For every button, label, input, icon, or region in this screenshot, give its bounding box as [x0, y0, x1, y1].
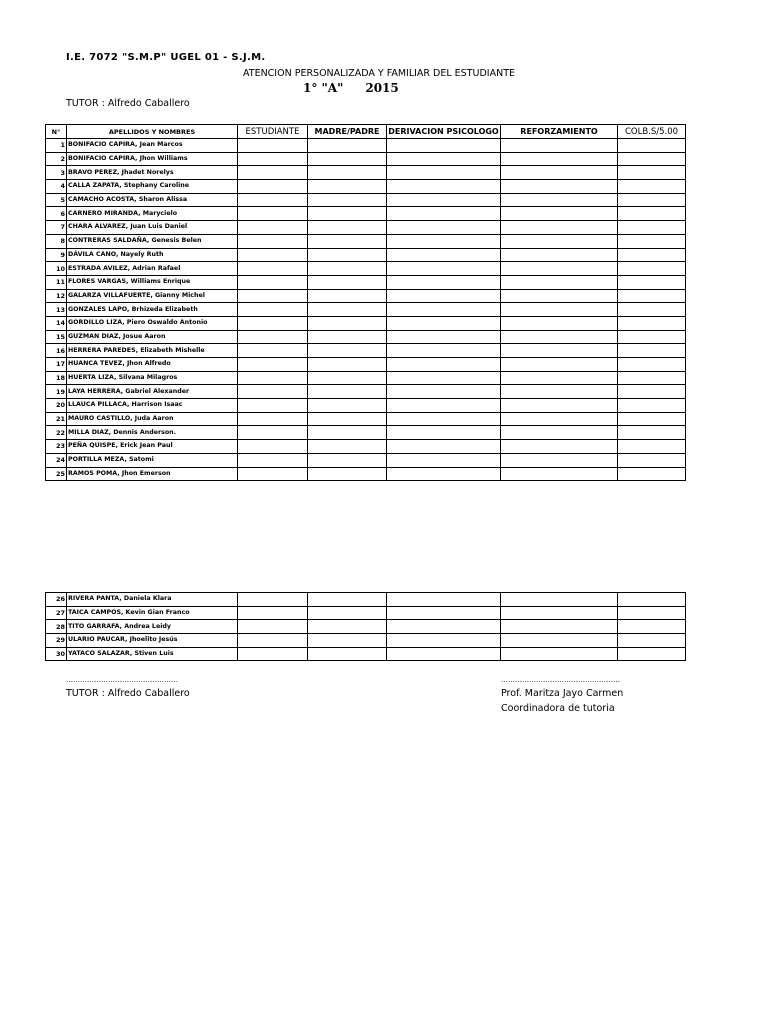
contribution-cell[interactable] — [618, 207, 686, 221]
reinforcement-cell[interactable] — [501, 275, 618, 289]
row-number: 17 — [46, 358, 67, 372]
table-row — [46, 303, 686, 317]
student-table-continued-body — [46, 593, 686, 661]
contribution-cell[interactable] — [618, 647, 686, 661]
parent-cell[interactable] — [308, 344, 387, 358]
reinforcement-cell[interactable] — [501, 303, 618, 317]
student-name: HUANCA TEVEZ, Jhon Alfredo — [67, 358, 238, 372]
student-cell[interactable] — [238, 316, 308, 330]
contribution-cell[interactable] — [618, 426, 686, 440]
reinforcement-cell[interactable] — [501, 221, 618, 235]
table-row — [46, 262, 686, 276]
parent-cell[interactable] — [308, 647, 387, 661]
student-cell[interactable] — [238, 248, 308, 262]
row-number: 12 — [46, 289, 67, 303]
contribution-cell[interactable] — [618, 221, 686, 235]
student-cell[interactable] — [238, 453, 308, 467]
tutor-signature-name: TUTOR : Alfredo Caballero — [66, 688, 190, 699]
student-name: YATACO SALAZAR, Stiven Luis — [67, 647, 238, 661]
reinforcement-cell[interactable] — [501, 358, 618, 372]
student-cell[interactable] — [238, 467, 308, 481]
contribution-cell[interactable] — [618, 453, 686, 467]
student-name: GUZMAN DIAZ, Josue Aaron — [67, 330, 238, 344]
student-name: PEÑA QUISPE, Erick Jean Paul — [67, 440, 238, 454]
parent-cell[interactable] — [308, 316, 387, 330]
student-name: CONTRERAS SALDAÑA, Genesis Belen — [67, 234, 238, 248]
col-contribution-header: COLB.S/5.00 — [618, 125, 686, 139]
reinforcement-cell[interactable] — [501, 344, 618, 358]
student-cell[interactable] — [238, 412, 308, 426]
contribution-cell[interactable] — [618, 289, 686, 303]
contribution-cell[interactable] — [618, 248, 686, 262]
psychologist-cell[interactable] — [387, 166, 501, 180]
row-number: 10 — [46, 262, 67, 276]
student-cell[interactable] — [238, 358, 308, 372]
parent-cell[interactable] — [308, 371, 387, 385]
contribution-cell[interactable] — [618, 358, 686, 372]
parent-cell[interactable] — [308, 399, 387, 413]
table-row — [46, 193, 686, 207]
student-cell[interactable] — [238, 262, 308, 276]
row-number: 21 — [46, 412, 67, 426]
student-name: HERRERA PAREDES, Elizabeth Mishelle — [67, 344, 238, 358]
student-table-continued — [45, 592, 686, 661]
psychologist-cell[interactable] — [387, 453, 501, 467]
parent-cell[interactable] — [308, 166, 387, 180]
reinforcement-cell[interactable] — [501, 166, 618, 180]
row-number: 9 — [46, 248, 67, 262]
reinforcement-cell[interactable] — [501, 399, 618, 413]
reinforcement-cell[interactable] — [501, 207, 618, 221]
row-number: 13 — [46, 303, 67, 317]
student-cell[interactable] — [238, 385, 308, 399]
row-number: 4 — [46, 180, 67, 194]
col-student-header: ESTUDIANTE — [238, 125, 308, 139]
student-name: ESTRADA AVILEZ, Adrian Rafael — [67, 262, 238, 276]
contribution-cell[interactable] — [618, 593, 686, 607]
psychologist-cell[interactable] — [387, 139, 501, 153]
reinforcement-cell[interactable] — [501, 193, 618, 207]
student-name: BONIFACIO CAPIRA, Jhon Williams — [67, 152, 238, 166]
contribution-cell[interactable] — [618, 412, 686, 426]
table-row — [46, 221, 686, 235]
psychologist-cell[interactable] — [387, 426, 501, 440]
student-cell[interactable] — [238, 647, 308, 661]
table-row — [46, 289, 686, 303]
contribution-cell[interactable] — [618, 166, 686, 180]
reinforcement-cell[interactable] — [501, 647, 618, 661]
student-name: HUERTA LIZA, Silvana Milagros — [67, 371, 238, 385]
table-row — [46, 152, 686, 166]
student-cell[interactable] — [238, 330, 308, 344]
psychologist-cell[interactable] — [387, 606, 501, 620]
student-cell[interactable] — [238, 180, 308, 194]
tutor-label: TUTOR : Alfredo Caballero — [66, 98, 190, 109]
table-row — [46, 275, 686, 289]
parent-cell[interactable] — [308, 303, 387, 317]
student-name: BRAVO PEREZ, Jhadet Norelys — [67, 166, 238, 180]
student-name: RIVERA PANTA, Daniela Klara — [67, 593, 238, 607]
contribution-cell[interactable] — [618, 139, 686, 153]
student-name: MAURO CASTILLO, Juda Aaron — [67, 412, 238, 426]
student-name: CHARA ALVAREZ, Juan Luis Daniel — [67, 221, 238, 235]
row-number: 30 — [46, 647, 67, 661]
table-row — [46, 412, 686, 426]
student-cell[interactable] — [238, 440, 308, 454]
psychologist-cell[interactable] — [387, 330, 501, 344]
table-row — [46, 385, 686, 399]
contribution-cell[interactable] — [618, 193, 686, 207]
contribution-cell[interactable] — [618, 234, 686, 248]
parent-cell[interactable] — [308, 234, 387, 248]
contribution-cell[interactable] — [618, 275, 686, 289]
psychologist-cell[interactable] — [387, 467, 501, 481]
reinforcement-cell[interactable] — [501, 262, 618, 276]
parent-cell[interactable] — [308, 330, 387, 344]
parent-cell[interactable] — [308, 207, 387, 221]
reinforcement-cell[interactable] — [501, 180, 618, 194]
student-name: CARNERO MIRANDA, Marycielo — [67, 207, 238, 221]
psychologist-cell[interactable] — [387, 316, 501, 330]
contribution-cell[interactable] — [618, 262, 686, 276]
student-name: DÁVILA CANO, Nayely Ruth — [67, 248, 238, 262]
table-row — [46, 647, 686, 661]
contribution-cell[interactable] — [618, 620, 686, 634]
contribution-cell[interactable] — [618, 344, 686, 358]
psychologist-cell[interactable] — [387, 275, 501, 289]
contribution-cell[interactable] — [618, 316, 686, 330]
table-row — [46, 330, 686, 344]
student-cell[interactable] — [238, 344, 308, 358]
contribution-cell[interactable] — [618, 180, 686, 194]
reinforcement-cell[interactable] — [501, 152, 618, 166]
parent-cell[interactable] — [308, 620, 387, 634]
student-cell[interactable] — [238, 634, 308, 648]
student-cell[interactable] — [238, 166, 308, 180]
tutor-signature-line: ………………………………………… — [66, 676, 178, 684]
student-table — [45, 124, 686, 481]
reinforcement-cell[interactable] — [501, 412, 618, 426]
row-number: 1 — [46, 139, 67, 153]
reinforcement-cell[interactable] — [501, 289, 618, 303]
row-number: 26 — [46, 593, 67, 607]
parent-cell[interactable] — [308, 426, 387, 440]
psychologist-cell[interactable] — [387, 358, 501, 372]
reinforcement-cell[interactable] — [501, 426, 618, 440]
reinforcement-cell[interactable] — [501, 139, 618, 153]
psychologist-cell[interactable] — [387, 344, 501, 358]
student-name: GALARZA VILLAFUERTE, Gianny Michel — [67, 289, 238, 303]
contribution-cell[interactable] — [618, 152, 686, 166]
student-cell[interactable] — [238, 152, 308, 166]
reinforcement-cell[interactable] — [501, 371, 618, 385]
student-name: LLAUCA PILLACA, Harrison Isaac — [67, 399, 238, 413]
student-cell[interactable] — [238, 399, 308, 413]
row-number: 2 — [46, 152, 67, 166]
parent-cell[interactable] — [308, 139, 387, 153]
parent-cell[interactable] — [308, 412, 387, 426]
table-header-row — [46, 125, 686, 139]
table-row — [46, 606, 686, 620]
psychologist-cell[interactable] — [387, 193, 501, 207]
student-cell[interactable] — [238, 139, 308, 153]
table-row — [46, 620, 686, 634]
table-row — [46, 453, 686, 467]
contribution-cell[interactable] — [618, 303, 686, 317]
school-name: I.E. 7072 "S.M.P" UGEL 01 - S.J.M. — [66, 52, 266, 63]
psychologist-cell[interactable] — [387, 152, 501, 166]
psychologist-cell[interactable] — [387, 593, 501, 607]
parent-cell[interactable] — [308, 606, 387, 620]
contribution-cell[interactable] — [618, 385, 686, 399]
student-name: TITO GARRAFA, Andrea Leidy — [67, 620, 238, 634]
contribution-cell[interactable] — [618, 606, 686, 620]
row-number: 28 — [46, 620, 67, 634]
row-number: 8 — [46, 234, 67, 248]
student-name: GONZALES LAPO, Brhizeda Elizabeth — [67, 303, 238, 317]
coordinator-signature-line: …………………………………………… — [501, 676, 620, 684]
parent-cell[interactable] — [308, 152, 387, 166]
table-row — [46, 248, 686, 262]
table-row — [46, 344, 686, 358]
row-number: 6 — [46, 207, 67, 221]
student-name: GORDILLO LIZA, Piero Oswaldo Antonio — [67, 316, 238, 330]
psychologist-cell[interactable] — [387, 234, 501, 248]
grade-section — [303, 81, 399, 95]
table-row — [46, 358, 686, 372]
row-number: 19 — [46, 385, 67, 399]
table-row — [46, 440, 686, 454]
psychologist-cell[interactable] — [387, 221, 501, 235]
parent-cell[interactable] — [308, 193, 387, 207]
row-number: 18 — [46, 371, 67, 385]
psychologist-cell[interactable] — [387, 634, 501, 648]
student-name: CALLA ZAPATA, Stephany Caroline — [67, 180, 238, 194]
student-name: RAMOS POMA, Jhon Emerson — [67, 467, 238, 481]
psychologist-cell[interactable] — [387, 371, 501, 385]
student-name: TAICA CAMPOS, Kevin Gian Franco — [67, 606, 238, 620]
col-psychologist-header: DERIVACION PSICOLOGO — [387, 125, 501, 139]
document-subtitle: ATENCION PERSONALIZADA Y FAMILIAR DEL ESTUDIANTE — [243, 68, 515, 79]
student-name: ULARIO PAUCAR, Jhoelito Jesús — [67, 634, 238, 648]
student-name: CAMACHO ACOSTA, Sharon Alissa — [67, 193, 238, 207]
student-cell[interactable] — [238, 275, 308, 289]
parent-cell[interactable] — [308, 453, 387, 467]
student-name: FLORES VARGAS, Williams Enrique — [67, 275, 238, 289]
psychologist-cell[interactable] — [387, 412, 501, 426]
col-parent-header: MADRE/PADRE — [308, 125, 387, 139]
row-number: 16 — [46, 344, 67, 358]
contribution-cell[interactable] — [618, 467, 686, 481]
coordinator-name: Prof. Maritza Jayo Carmen — [501, 688, 624, 699]
psychologist-cell[interactable] — [387, 647, 501, 661]
student-table-body — [46, 139, 686, 481]
psychologist-cell[interactable] — [387, 440, 501, 454]
reinforcement-cell[interactable] — [501, 620, 618, 634]
coordinator-role: Coordinadora de tutoria — [501, 703, 615, 714]
psychologist-cell[interactable] — [387, 248, 501, 262]
parent-cell[interactable] — [308, 262, 387, 276]
row-number: 11 — [46, 275, 67, 289]
row-number: 14 — [46, 316, 67, 330]
student-cell[interactable] — [238, 593, 308, 607]
psychologist-cell[interactable] — [387, 385, 501, 399]
contribution-cell[interactable] — [618, 634, 686, 648]
reinforcement-cell[interactable] — [501, 248, 618, 262]
row-number: 24 — [46, 453, 67, 467]
psychologist-cell[interactable] — [387, 620, 501, 634]
row-number: 5 — [46, 193, 67, 207]
reinforcement-cell[interactable] — [501, 385, 618, 399]
table-row — [46, 166, 686, 180]
reinforcement-cell[interactable] — [501, 453, 618, 467]
parent-cell[interactable] — [308, 248, 387, 262]
parent-cell[interactable] — [308, 467, 387, 481]
student-cell[interactable] — [238, 606, 308, 620]
table-row — [46, 634, 686, 648]
row-number: 25 — [46, 467, 67, 481]
student-cell[interactable] — [238, 207, 308, 221]
table-row — [46, 139, 686, 153]
reinforcement-cell[interactable] — [501, 593, 618, 607]
grade-label: 1° "A" — [303, 81, 344, 95]
student-name: BONIFACIO CAPIRA, Jean Marcos — [67, 139, 238, 153]
parent-cell[interactable] — [308, 593, 387, 607]
psychologist-cell[interactable] — [387, 303, 501, 317]
parent-cell[interactable] — [308, 180, 387, 194]
contribution-cell[interactable] — [618, 440, 686, 454]
student-name: LAYA HERRERA, Gabriel Alexander — [67, 385, 238, 399]
reinforcement-cell[interactable] — [501, 330, 618, 344]
contribution-cell[interactable] — [618, 330, 686, 344]
row-number: 7 — [46, 221, 67, 235]
table-row — [46, 593, 686, 607]
row-number: 22 — [46, 426, 67, 440]
psychologist-cell[interactable] — [387, 289, 501, 303]
reinforcement-cell[interactable] — [501, 316, 618, 330]
reinforcement-cell[interactable] — [501, 440, 618, 454]
student-cell[interactable] — [238, 620, 308, 634]
row-number: 15 — [46, 330, 67, 344]
parent-cell[interactable] — [308, 289, 387, 303]
table-row — [46, 180, 686, 194]
reinforcement-cell[interactable] — [501, 467, 618, 481]
reinforcement-cell[interactable] — [501, 634, 618, 648]
table-row — [46, 371, 686, 385]
row-number: 3 — [46, 166, 67, 180]
parent-cell[interactable] — [308, 275, 387, 289]
student-name: PORTILLA MEZA, Satomi — [67, 453, 238, 467]
col-reinforcement-header: REFORZAMIENTO — [501, 125, 618, 139]
table-row — [46, 399, 686, 413]
table-row — [46, 467, 686, 481]
contribution-cell[interactable] — [618, 399, 686, 413]
row-number: 29 — [46, 634, 67, 648]
student-cell[interactable] — [238, 426, 308, 440]
year-label: 2015 — [365, 81, 399, 95]
psychologist-cell[interactable] — [387, 262, 501, 276]
row-number: 20 — [46, 399, 67, 413]
table-row — [46, 316, 686, 330]
parent-cell[interactable] — [308, 385, 387, 399]
parent-cell[interactable] — [308, 221, 387, 235]
parent-cell[interactable] — [308, 634, 387, 648]
reinforcement-cell[interactable] — [501, 234, 618, 248]
reinforcement-cell[interactable] — [501, 606, 618, 620]
psychologist-cell[interactable] — [387, 207, 501, 221]
student-cell[interactable] — [238, 289, 308, 303]
table-row — [46, 234, 686, 248]
col-number-header: N° — [46, 125, 67, 139]
student-cell[interactable] — [238, 303, 308, 317]
psychologist-cell[interactable] — [387, 399, 501, 413]
contribution-cell[interactable] — [618, 371, 686, 385]
row-number: 27 — [46, 606, 67, 620]
student-cell[interactable] — [238, 193, 308, 207]
psychologist-cell[interactable] — [387, 180, 501, 194]
student-cell[interactable] — [238, 221, 308, 235]
parent-cell[interactable] — [308, 358, 387, 372]
row-number: 23 — [46, 440, 67, 454]
col-name-header: APELLIDOS Y NOMBRES — [67, 125, 238, 139]
parent-cell[interactable] — [308, 440, 387, 454]
table-row — [46, 207, 686, 221]
student-cell[interactable] — [238, 371, 308, 385]
student-cell[interactable] — [238, 234, 308, 248]
table-row — [46, 426, 686, 440]
student-name: MILLA DIAZ, Dennis Anderson. — [67, 426, 238, 440]
